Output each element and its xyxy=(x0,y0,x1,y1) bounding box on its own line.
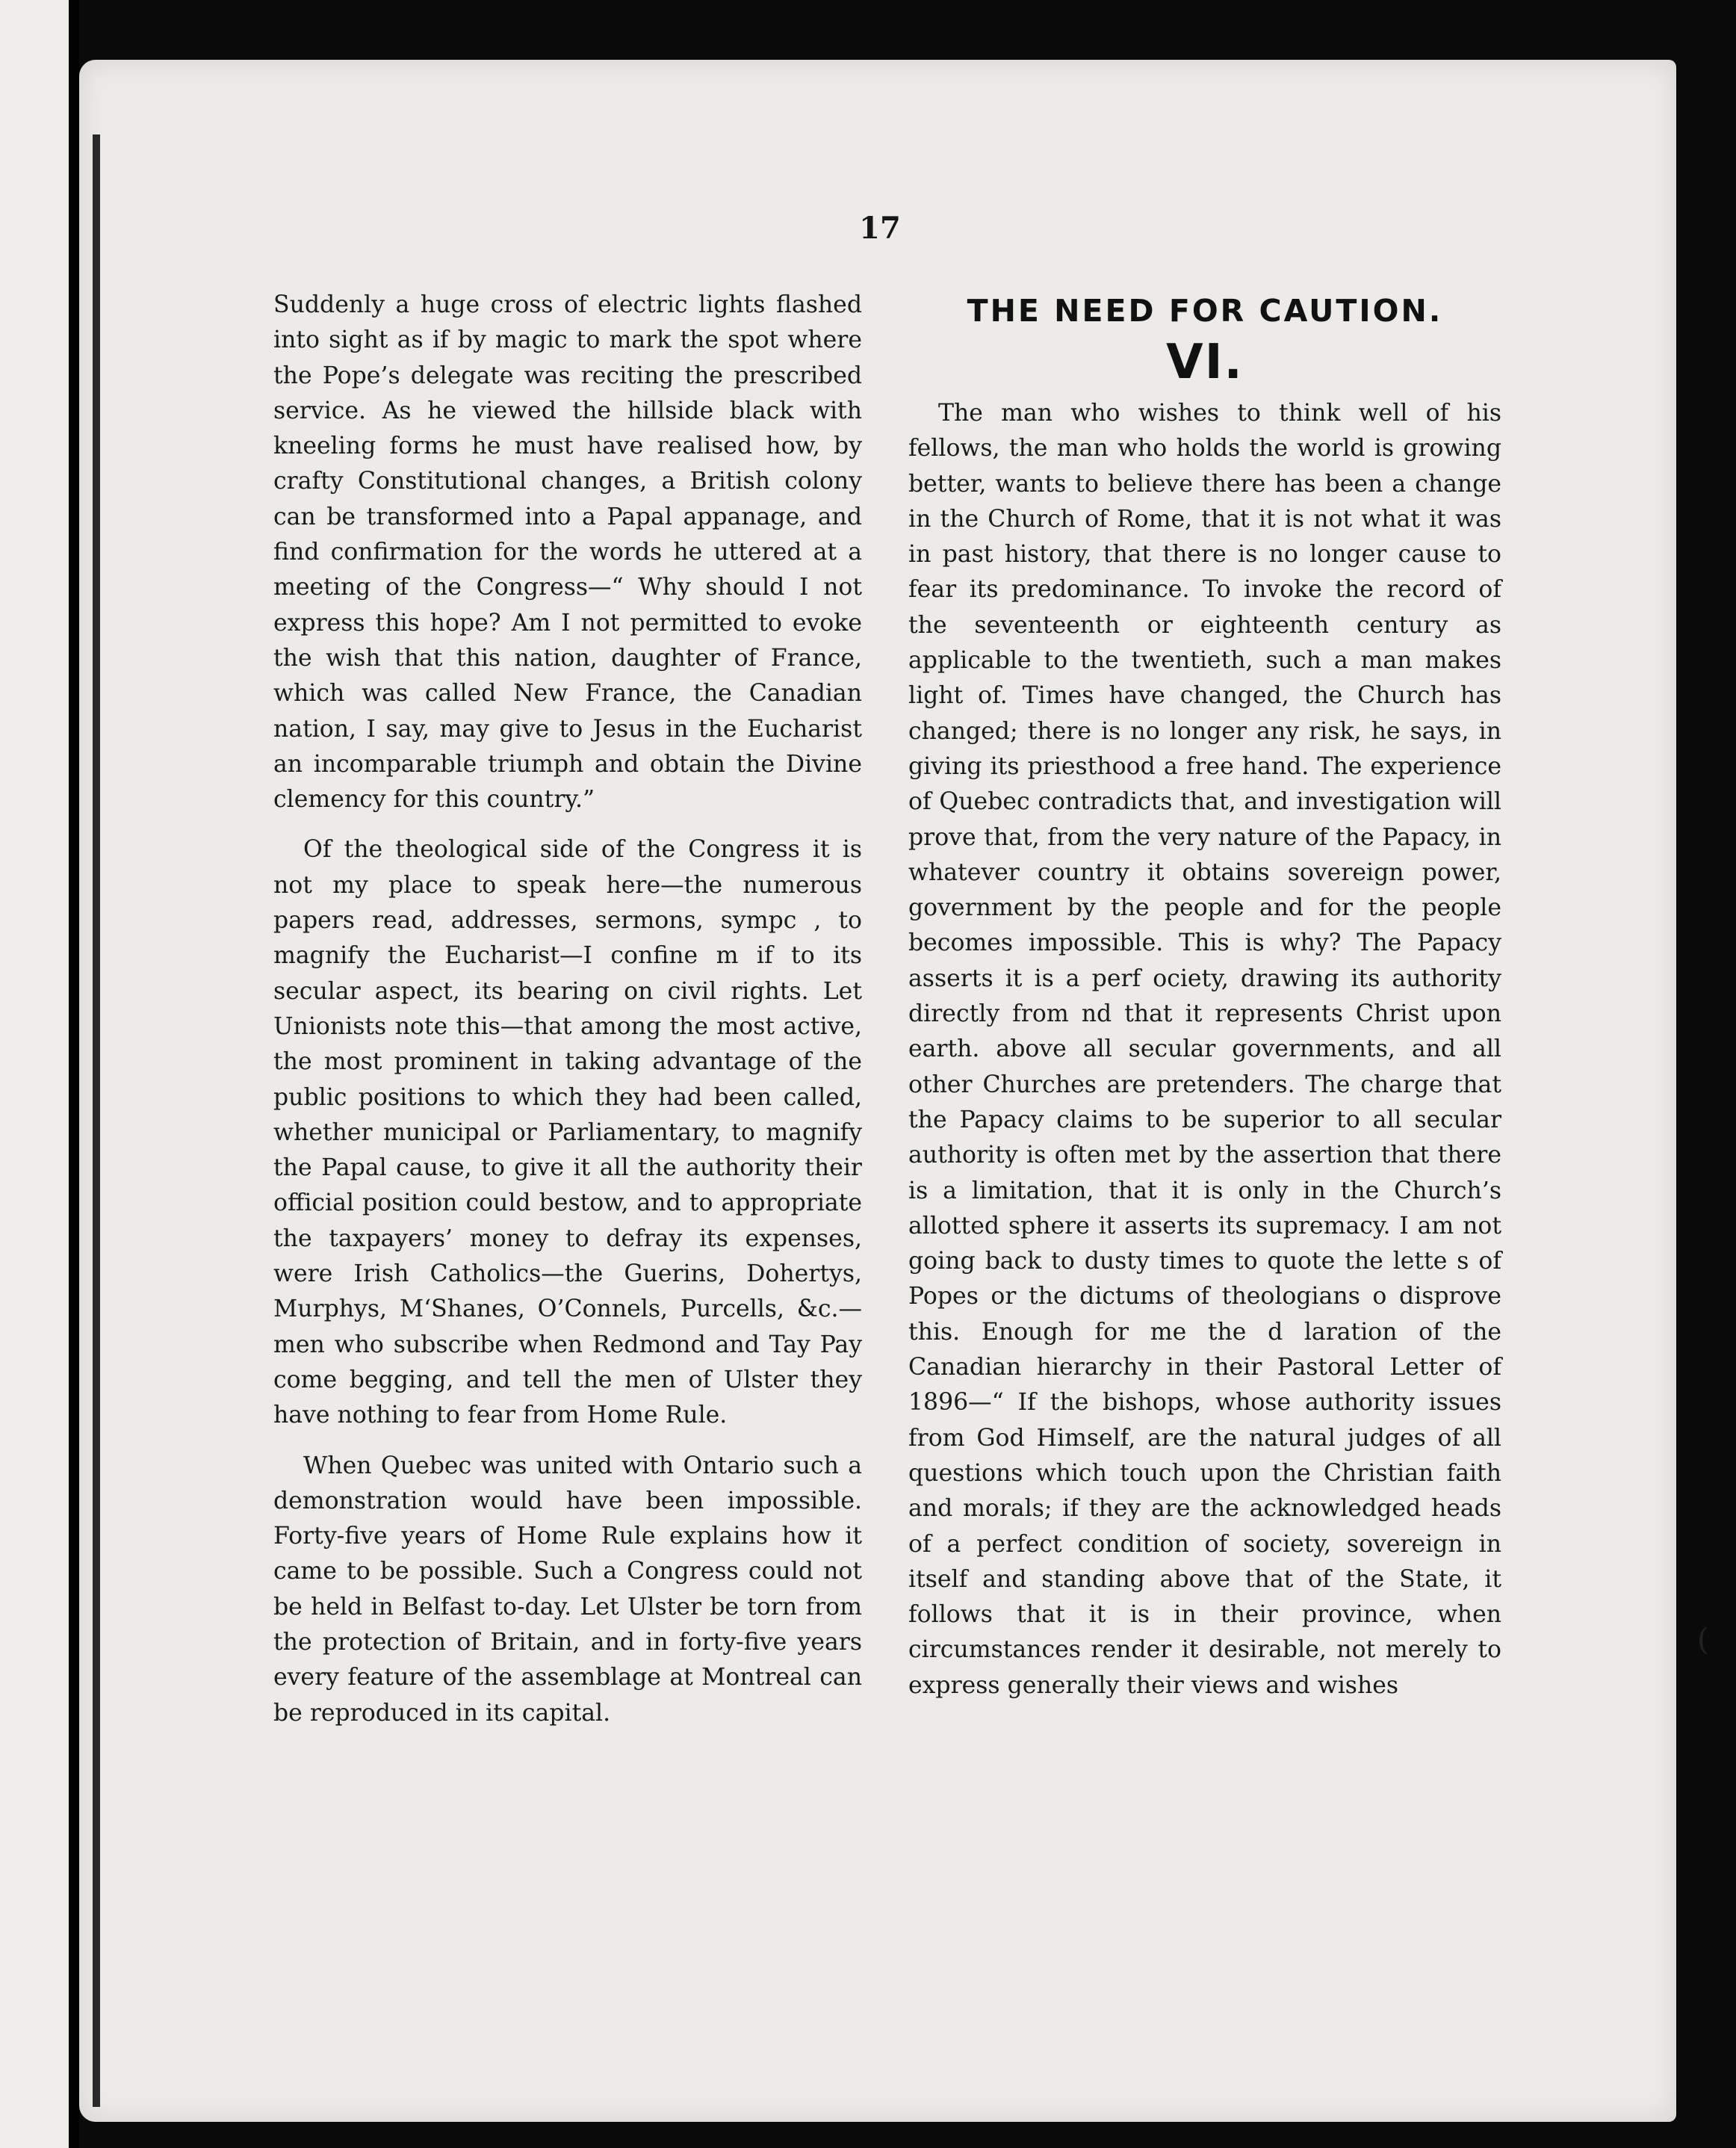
page-number: 17 xyxy=(859,211,901,246)
paragraph: Suddenly a huge cross of electric lights flashed into sight as if by magic to mark the spot where the Pope’s delegate was reciting the prescribed service. As he viewed the hillside black with kneeling forms he must have realised how, by crafty Constitutional changes, a British colony can be transformed into a Papal appanage, and find confirmation for the words he uttered at a meeting of the Congress—“ Why should I not express this hope? Am I not permitted to evoke the wish that this nation, daughter of France, which was called New France, the Canadian nation, I say, may give to Jesus in the Eucharist an incomparable triumph and obtain the Divine clemency for this country.” xyxy=(273,291,862,814)
binding-mark xyxy=(93,134,100,2107)
paragraph: When Quebec was united with Ontario such a demonstration would have been impossible. Forty-five years of Home Rule explains how it came to be possible. Such a Congress could not be held in Belfast to-day. Let Ulster be torn from the protection of Britain, and in forty-five years every feature of the assemblage at Montreal can be reproduced in its capital. xyxy=(273,1452,862,1727)
paragraph: Of the theological side of the Congress it is not my place to speak here—the numerous papers read, addresses, sermons, sympc , to magnify the Eucharist—I confine m if to its secular aspect, its bearing on civil rights. Let Unionists note this—that among the most active, the most prominent in taking advantage of the public positions to which they had been called, whether municipal or Parliamentary, to magnify the Papal cause, to give it all the authority their official position could bestow, and to appropriate the taxpayers’ money to defray its expenses, were Irish Catholics—the Guerins, Dohertys, Murphys, M‘Shanes, O’Connels, Purcells, &c.—men who subscribe when Redmond and Tay Pay come begging, and tell the men of Ulster they have nothing to fear from Home Rule. xyxy=(273,836,862,1429)
margin-mark: ( xyxy=(1697,1623,1709,1657)
paragraph: The man who wishes to think well of his fellows, the man who holds the world is growing better, wants to believe there has been a change in the Church of Rome, that it is not what it was in past history, that there is no longer cause to fear its predominance. To invoke the record of the seventeenth or eighteenth century as applicable to the twentieth, such a man makes light of. Times have changed, the Church has changed; there is no longer any risk, he says, in giving its priesthood a free hand. The experience of Quebec contradicts that, and investigation will prove that, from the very nature of the Papacy, in whatever country it obtains sovereign power, government by the people and for the people becomes impossible. This is why? The Papacy asserts it is a perf ociety, drawing its authority directly from nd that it represents Christ upon earth. above all secular governments, and all other Churches are pretenders. The charge that the Papacy claims to be superior to all secular authority is often met by the assertion that there is a limitation, that it is only in the Church’s allotted sphere it asserts its supremacy. I am not going back to dusty times to quote the lette s of Popes or the dictums of theologians o disprove this. Enough for me the d laration of the Canadian hierarchy in their Pastoral Letter of 1896—“ If the bishops, whose authority issues from God Himself, are the natural judges of all questions which touch upon the Christian faith and morals; if they are the acknowledged heads of a perfect condition of society, sovereign in itself and standing above that of the State, it follows that it is in their province, when circumstances render it desirable, not merely to express generally their views and wishes xyxy=(908,400,1501,1699)
left-column xyxy=(273,288,862,1746)
facing-page-gutter xyxy=(0,0,69,2148)
section-number: VI. xyxy=(1166,335,1244,390)
section-heading: THE NEED FOR CAUTION. xyxy=(967,293,1443,329)
right-column xyxy=(908,396,1501,1718)
page-edge-shadow xyxy=(69,0,79,2148)
